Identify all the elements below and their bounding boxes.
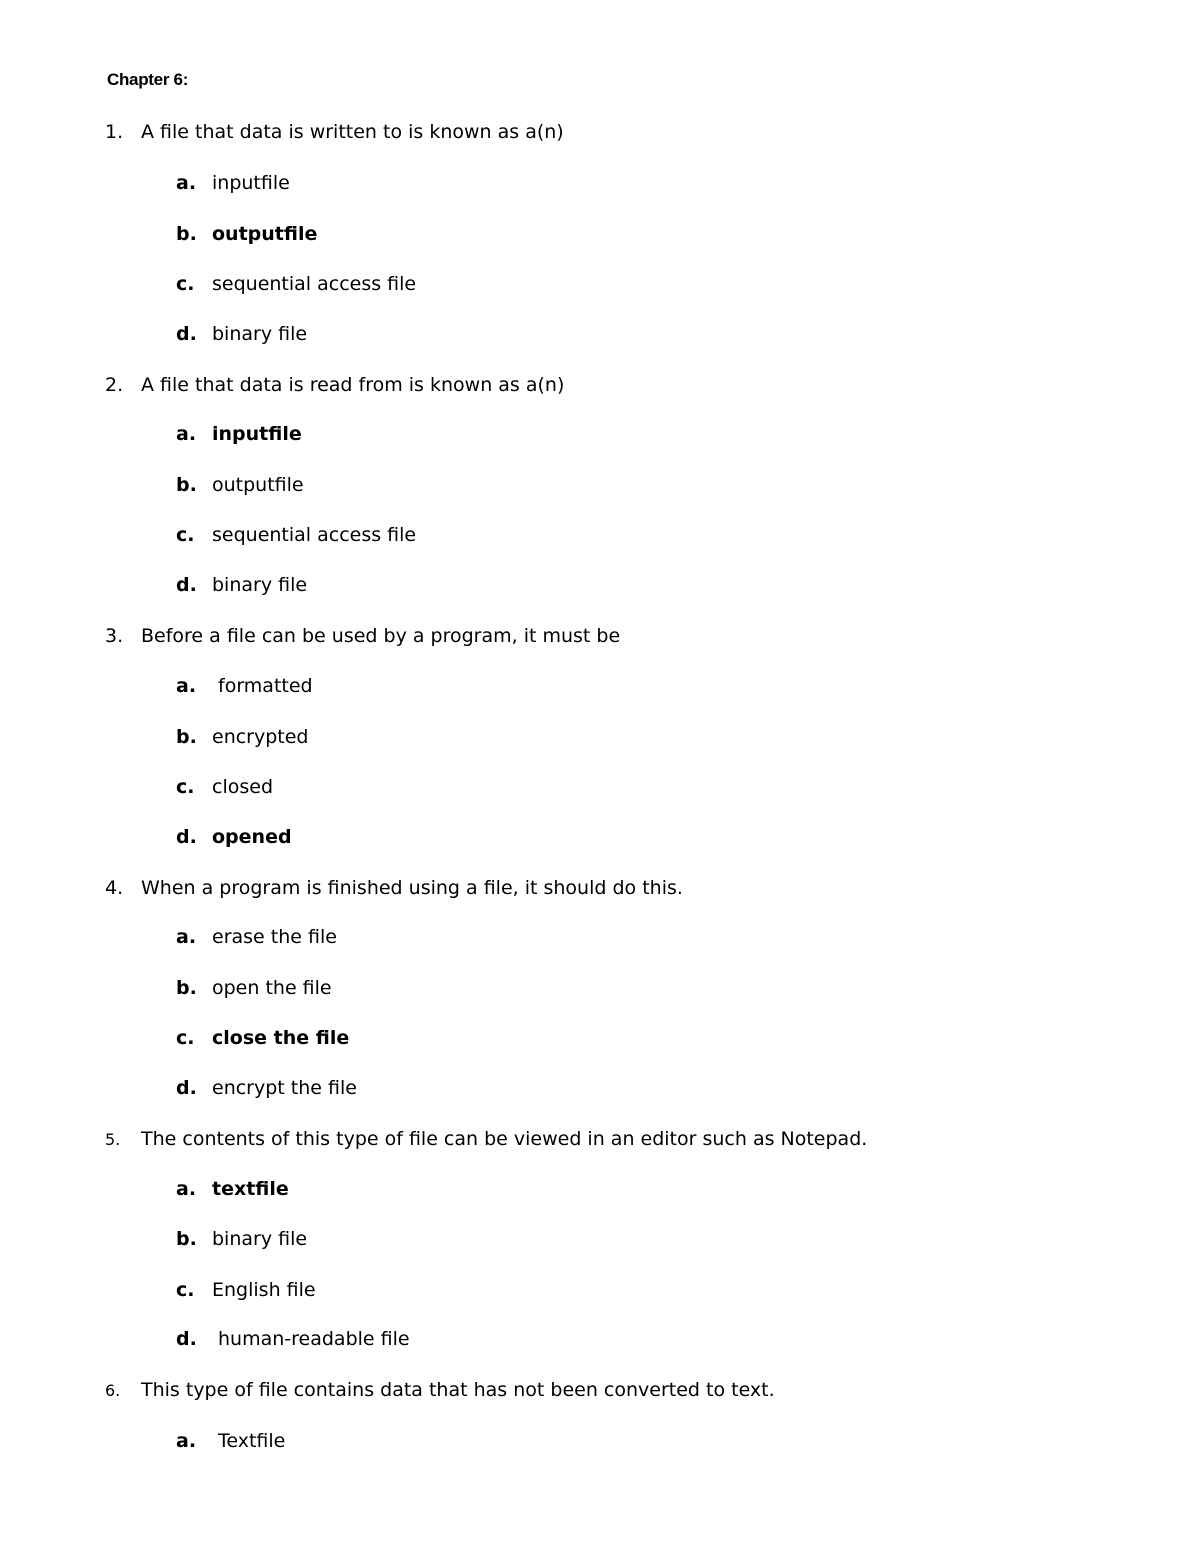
option-text: formatted xyxy=(218,675,313,697)
question-6 xyxy=(105,1377,775,1403)
option-letter: d. xyxy=(176,574,197,596)
option-text: encrypted xyxy=(212,726,309,748)
option-text: binary file xyxy=(212,323,308,345)
question-text: A file that data is written to is known as a(n) xyxy=(141,121,564,143)
option-2d xyxy=(176,572,307,598)
option-text: encrypt the file xyxy=(212,1077,357,1099)
option-text: Textfile xyxy=(218,1430,286,1452)
option-letter: a. xyxy=(176,675,197,697)
option-text: inputfile xyxy=(212,172,290,194)
question-number: 2. xyxy=(105,374,124,396)
option-letter: d. xyxy=(176,1077,197,1099)
question-text: A file that data is read from is known as a(n) xyxy=(141,374,565,396)
question-1 xyxy=(105,119,564,145)
option-text: closed xyxy=(212,776,273,798)
option-text: sequential access file xyxy=(212,273,417,295)
question-4 xyxy=(105,875,683,901)
option-letter: c. xyxy=(176,524,195,546)
question-3 xyxy=(105,623,620,649)
option-letter: b. xyxy=(176,474,197,496)
option-3a xyxy=(176,673,313,699)
option-letter: c. xyxy=(176,776,195,798)
option-text: binary file xyxy=(212,574,308,596)
option-text: binary file xyxy=(212,1228,308,1250)
option-letter: b. xyxy=(176,1228,197,1250)
option-letter: a. xyxy=(176,1178,197,1200)
question-number: 3. xyxy=(105,625,124,647)
option-4b xyxy=(176,975,332,1001)
question-text: The contents of this type of file can be viewed in an editor such as Notepad. xyxy=(141,1128,868,1150)
option-letter: b. xyxy=(176,977,197,999)
question-number: 4. xyxy=(105,877,124,899)
question-text: This type of file contains data that has not been converted to text. xyxy=(141,1379,775,1401)
option-4a xyxy=(176,924,337,950)
option-6a xyxy=(176,1428,285,1454)
question-number: 1. xyxy=(105,121,124,143)
option-letter: a. xyxy=(176,172,197,194)
chapter-title: Chapter 6: xyxy=(107,70,189,89)
option-2c xyxy=(176,522,416,548)
option-1a xyxy=(176,170,290,196)
option-3c xyxy=(176,774,273,800)
option-text-answer: opened xyxy=(212,826,292,848)
option-5a xyxy=(176,1176,289,1202)
option-1b xyxy=(176,221,317,247)
option-text: erase the file xyxy=(212,926,337,948)
question-text: When a program is finished using a file, it should do this. xyxy=(141,877,683,899)
option-4c xyxy=(176,1025,349,1051)
option-text-answer: outputfile xyxy=(212,223,318,245)
option-letter: a. xyxy=(176,423,197,445)
option-letter: d. xyxy=(176,1328,197,1350)
question-2 xyxy=(105,372,564,398)
option-5d xyxy=(176,1326,410,1352)
question-text: Before a file can be used by a program, it must be xyxy=(141,625,621,647)
option-5c xyxy=(176,1277,316,1303)
option-5b xyxy=(176,1226,307,1252)
option-letter: d. xyxy=(176,826,197,848)
option-text-answer: textfile xyxy=(212,1178,289,1200)
option-letter: b. xyxy=(176,223,197,245)
question-number: 6. xyxy=(105,1381,121,1400)
option-3d xyxy=(176,824,292,850)
option-1d xyxy=(176,321,307,347)
option-letter: c. xyxy=(176,1279,195,1301)
option-letter: c. xyxy=(176,273,195,295)
question-number: 5. xyxy=(105,1130,121,1149)
option-text: sequential access file xyxy=(212,524,417,546)
option-1c xyxy=(176,271,416,297)
option-text: open the file xyxy=(212,977,332,999)
option-text: outputfile xyxy=(212,474,304,496)
option-text-answer: close the file xyxy=(212,1027,350,1049)
option-text-answer: inputfile xyxy=(212,423,302,445)
option-4d xyxy=(176,1075,357,1101)
option-3b xyxy=(176,724,309,750)
option-letter: d. xyxy=(176,323,197,345)
question-5 xyxy=(105,1126,867,1152)
option-text: human-readable file xyxy=(218,1328,410,1350)
option-letter: a. xyxy=(176,1430,197,1452)
option-2a xyxy=(176,421,302,447)
option-letter: b. xyxy=(176,726,197,748)
option-letter: c. xyxy=(176,1027,195,1049)
option-letter: a. xyxy=(176,926,197,948)
option-2b xyxy=(176,472,304,498)
option-text: English file xyxy=(212,1279,316,1301)
